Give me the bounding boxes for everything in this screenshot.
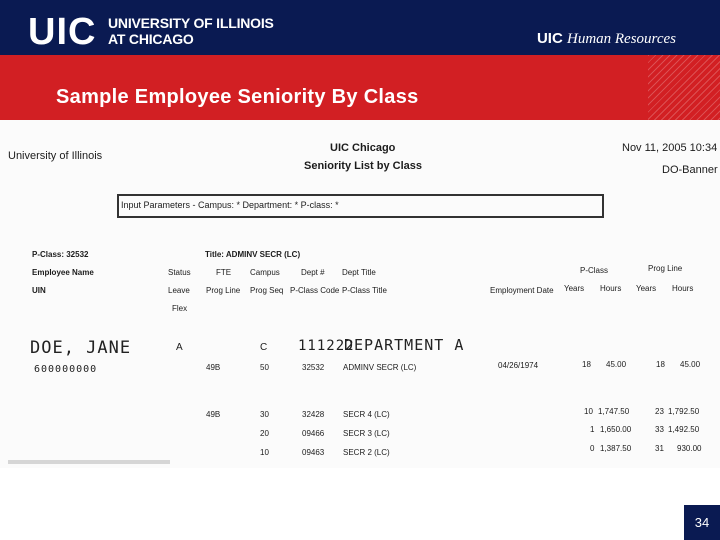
row3-pclass-title: SECR 3 (LC): [343, 429, 390, 438]
row3-pclass-code: 09466: [302, 429, 325, 438]
report-scan: [0, 120, 720, 468]
uic-logo: UIC: [28, 11, 97, 53]
row1-pclass-years: 18: [582, 360, 591, 369]
row1-prog-line: 49B: [206, 363, 221, 372]
row1-progline-years: 18: [656, 360, 665, 369]
slide-number: 34: [684, 505, 720, 540]
pclass-years-header: Years: [564, 284, 585, 293]
employee-dept-num-handwritten: 111222: [298, 338, 355, 354]
pclass-code-header: P-Class Code: [290, 286, 340, 295]
employment-date-header: Employment Date: [490, 286, 554, 295]
pclass-header: P-Class: 32532: [32, 250, 89, 259]
pclass-group-header: P-Class: [580, 266, 609, 275]
report-org: University of Illinois: [8, 150, 103, 162]
row1-pclass-hours: 45.00: [606, 360, 627, 369]
employee-status: A: [176, 342, 183, 353]
fte-header: FTE: [216, 268, 232, 277]
employee-name-handwritten: DOE, JANE: [30, 338, 132, 358]
input-parameters-box: [117, 194, 604, 218]
uin-header: UIN: [32, 286, 46, 295]
dept-title-header: Dept Title: [342, 268, 376, 277]
row1-progline-hours: 45.00: [680, 360, 701, 369]
department-label: [537, 30, 676, 48]
row4-prog-seq: 10: [260, 448, 269, 457]
row2-prog-seq: 30: [260, 410, 269, 419]
report-source: DO-Banner: [662, 164, 718, 176]
row3-progline-years: 33: [655, 425, 664, 434]
row4-pclass-title: SECR 2 (LC): [343, 448, 390, 457]
row2-prog-line: 49B: [206, 410, 221, 419]
row1-pclass-title: ADMINV SECR (LC): [343, 363, 417, 372]
progline-hours-header: Hours: [672, 284, 694, 293]
leave-header: Leave: [168, 286, 190, 295]
input-parameters-text: Input Parameters - Campus: * Department: * P-class: *: [121, 200, 339, 210]
pclass-hours-header: Hours: [600, 284, 622, 293]
department-name: Human Resources: [566, 31, 676, 47]
progline-group-header: Prog Line: [648, 264, 683, 273]
scan-artifact-line: [8, 460, 170, 464]
employee-uin-handwritten: 600000000: [34, 364, 98, 375]
report-campus-title: UIC Chicago: [330, 142, 396, 154]
campus-header: Campus: [250, 268, 280, 277]
row4-pclass-code: 09463: [302, 448, 325, 457]
row1-employment-date: 04/26/1974: [498, 361, 539, 370]
report-datetime: Nov 11, 2005 10:34: [622, 142, 718, 154]
university-name-line1: UNIVERSITY OF ILLINOIS: [108, 15, 274, 31]
row3-prog-seq: 20: [260, 429, 269, 438]
row3-pclass-years: 1: [590, 425, 595, 434]
university-name: [108, 15, 274, 47]
row2-progline-hours: 1,792.50: [668, 407, 700, 416]
row3-pclass-hours: 1,650.00: [600, 425, 632, 434]
row3-progline-hours: 1,492.50: [668, 425, 700, 434]
row4-progline-hours: 930.00: [677, 444, 702, 453]
employee-name-header: Employee Name: [32, 268, 94, 277]
pclass-title-col-header: P-Class Title: [342, 286, 387, 295]
department-prefix: UIC: [536, 30, 563, 47]
row1-prog-seq: 50: [260, 363, 269, 372]
status-header: Status: [168, 268, 191, 277]
row4-pclass-hours: 1,387.50: [600, 444, 632, 453]
row1-pclass-code: 32532: [302, 363, 325, 372]
dept-num-header: Dept #: [301, 268, 325, 277]
employee-campus: C: [260, 342, 268, 353]
row2-pclass-title: SECR 4 (LC): [343, 410, 390, 419]
flex-header: Flex: [172, 304, 188, 313]
row4-pclass-years: 0: [590, 444, 595, 453]
header-bar: [0, 0, 720, 55]
prog-line-header: Prog Line: [206, 286, 241, 295]
prog-seq-header: Prog Seq: [250, 286, 284, 295]
row2-progline-years: 23: [655, 407, 664, 416]
university-name-line2: AT CHICAGO: [108, 31, 194, 47]
row2-pclass-hours: 1,747.50: [598, 407, 630, 416]
report-title: Seniority List by Class: [304, 160, 422, 172]
row2-pclass-years: 10: [584, 407, 593, 416]
progline-years-header: Years: [636, 284, 657, 293]
row4-progline-years: 31: [655, 444, 664, 453]
decorative-stripes: [648, 55, 720, 120]
employee-dept-title-handwritten: DEPARTMENT A: [344, 336, 465, 354]
pclass-title-header: Title: ADMINV SECR (LC): [205, 250, 301, 259]
row2-pclass-code: 32428: [302, 410, 325, 419]
slide-title: Sample Employee Seniority By Class: [56, 86, 419, 108]
